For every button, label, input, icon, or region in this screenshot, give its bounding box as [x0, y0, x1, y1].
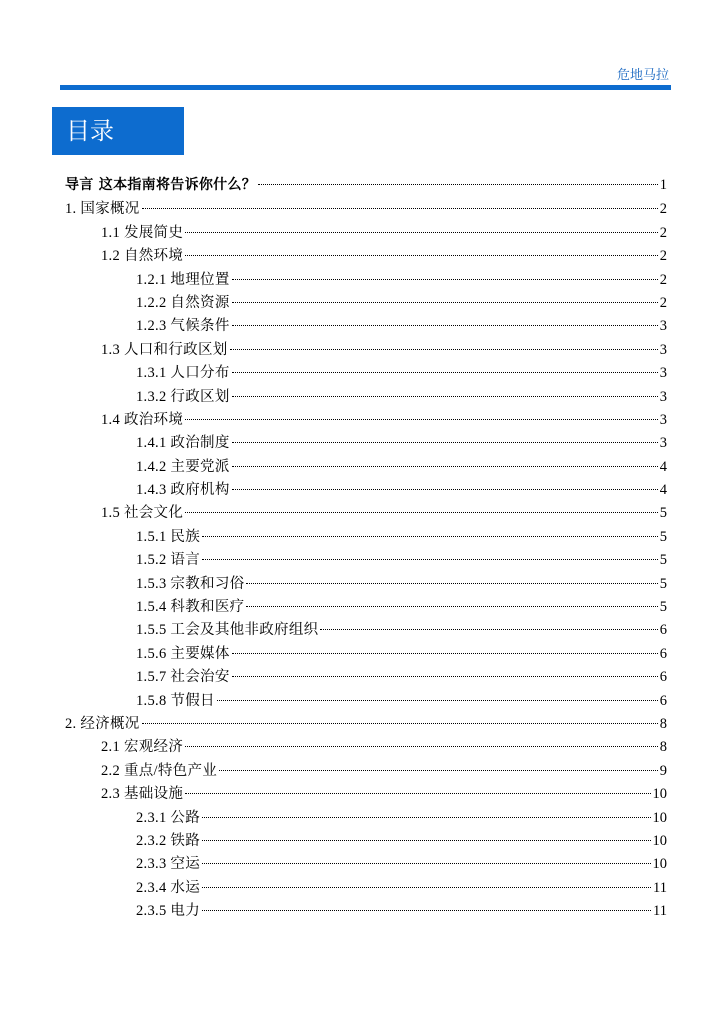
- toc-entry[interactable]: [65, 759, 667, 782]
- toc-entry-label: 1.5.3 宗教和习俗: [136, 575, 245, 592]
- table-of-contents: [65, 174, 667, 923]
- toc-entry-page-number: 3: [659, 435, 667, 452]
- toc-entry-label: 2.3.5 电力: [136, 903, 201, 920]
- toc-entry-label: 2.3.4 水运: [136, 879, 201, 896]
- toc-dot-leader: [202, 558, 658, 560]
- toc-entry-page-number: 5: [659, 599, 667, 616]
- toc-entry-label: 1.5.4 科教和医疗: [136, 599, 245, 616]
- toc-dot-leader: [202, 909, 651, 911]
- toc-entry-label: 1.2.3 气候条件: [136, 318, 230, 335]
- toc-entry[interactable]: [65, 829, 667, 852]
- toc-entry-page-number: 11: [653, 879, 667, 896]
- toc-dot-leader: [246, 582, 657, 584]
- toc-entry[interactable]: [65, 221, 667, 244]
- toc-entry-page-number: 10: [652, 786, 667, 803]
- toc-entry-page-number: 9: [659, 762, 667, 779]
- toc-entry[interactable]: [65, 291, 667, 314]
- toc-entry-page-number: 10: [652, 832, 667, 849]
- toc-entry-label: 2.3.2 铁路: [136, 832, 201, 849]
- toc-dot-leader: [185, 418, 658, 420]
- toc-dot-leader: [232, 465, 658, 467]
- toc-entry[interactable]: [65, 689, 667, 712]
- toc-entry-page-number: 6: [659, 669, 667, 686]
- toc-heading: 目录: [52, 107, 184, 155]
- toc-dot-leader: [185, 231, 658, 233]
- toc-dot-leader: [246, 605, 657, 607]
- toc-entry-label: 1.4 政治环境: [101, 411, 184, 428]
- toc-entry[interactable]: [65, 361, 667, 384]
- toc-entry-page-number: 5: [659, 528, 667, 545]
- header-divider: [60, 85, 671, 90]
- toc-entry[interactable]: [65, 385, 667, 408]
- toc-entry-page-number: 5: [659, 505, 667, 522]
- toc-entry[interactable]: [65, 244, 667, 267]
- toc-entry-label: 导言 这本指南将告诉你什么？: [65, 177, 257, 193]
- toc-dot-leader: [202, 862, 650, 864]
- toc-entry-label: 1.5 社会文化: [101, 505, 184, 522]
- toc-dot-leader: [232, 395, 658, 397]
- toc-entry-page-number: 3: [659, 318, 667, 335]
- toc-dot-leader: [232, 652, 658, 654]
- toc-entry[interactable]: [65, 174, 667, 197]
- toc-entry-label: 1.4.2 主要党派: [136, 458, 230, 475]
- toc-entry-label: 2.3.1 公路: [136, 809, 201, 826]
- toc-dot-leader: [230, 348, 658, 350]
- toc-entry[interactable]: [65, 197, 667, 220]
- toc-entry-label: 2.1 宏观经济: [101, 739, 184, 756]
- toc-entry-page-number: 6: [659, 645, 667, 662]
- toc-entry-label: 2.3 基础设施: [101, 786, 184, 803]
- toc-dot-leader: [142, 722, 658, 724]
- toc-entry-page-number: 3: [659, 341, 667, 358]
- toc-entry-label: 1.3.2 行政区划: [136, 388, 230, 405]
- toc-dot-leader: [185, 511, 658, 513]
- toc-entry-label: 1.3.1 人口分布: [136, 365, 230, 382]
- toc-entry-label: 1.3 人口和行政区划: [101, 341, 228, 358]
- toc-dot-leader: [232, 488, 658, 490]
- toc-entry-page-number: 2: [659, 201, 667, 218]
- toc-entry[interactable]: [65, 642, 667, 665]
- toc-entry[interactable]: [65, 572, 667, 595]
- toc-entry-page-number: 8: [659, 715, 667, 732]
- toc-entry-label: 1.2.1 地理位置: [136, 271, 230, 288]
- toc-entry-page-number: 2: [659, 224, 667, 241]
- toc-dot-leader: [142, 207, 658, 209]
- toc-entry-page-number: 3: [659, 365, 667, 382]
- running-header-title: 危地马拉: [616, 68, 669, 83]
- toc-entry-page-number: 3: [659, 411, 667, 428]
- toc-entry[interactable]: [65, 899, 667, 922]
- toc-entry[interactable]: [65, 314, 667, 337]
- toc-entry-page-number: 2: [659, 248, 667, 265]
- toc-entry-page-number: 1: [659, 177, 667, 193]
- toc-entry-label: 1.2 自然环境: [101, 248, 184, 265]
- toc-entry[interactable]: [65, 735, 667, 758]
- toc-entry-label: 2.2 重点/特色产业: [101, 762, 218, 779]
- toc-entry[interactable]: [65, 525, 667, 548]
- toc-dot-leader: [232, 324, 658, 326]
- toc-entry-page-number: 2: [659, 294, 667, 311]
- toc-dot-leader: [232, 675, 658, 677]
- toc-dot-leader: [320, 628, 657, 630]
- toc-entry-page-number: 4: [659, 482, 667, 499]
- toc-entry-label: 1.2.2 自然资源: [136, 294, 230, 311]
- toc-dot-leader: [185, 254, 658, 256]
- toc-entry-page-number: 10: [652, 856, 667, 873]
- toc-entry-page-number: 5: [659, 575, 667, 592]
- toc-entry[interactable]: [65, 852, 667, 875]
- toc-entry-page-number: 11: [653, 903, 667, 920]
- toc-dot-leader: [217, 699, 658, 701]
- toc-entry[interactable]: [65, 665, 667, 688]
- toc-entry-page-number: 6: [659, 692, 667, 709]
- toc-entry[interactable]: [65, 712, 667, 735]
- toc-dot-leader: [219, 769, 658, 771]
- toc-entry-label: 1.5.5 工会及其他非政府组织: [136, 622, 319, 639]
- toc-entry-label: 1.1 发展简史: [101, 224, 184, 241]
- toc-dot-leader: [202, 886, 651, 888]
- toc-entry-label: 2.3.3 空运: [136, 856, 201, 873]
- toc-entry-label: 1.5.1 民族: [136, 528, 201, 545]
- toc-entry[interactable]: [65, 338, 667, 361]
- toc-dot-leader: [232, 441, 658, 443]
- toc-entry-page-number: 10: [652, 809, 667, 826]
- toc-entry[interactable]: [65, 782, 667, 805]
- toc-entry-label: 1.5.8 节假日: [136, 692, 215, 709]
- toc-entry[interactable]: [65, 806, 667, 829]
- toc-entry-label: 1.5.7 社会治安: [136, 669, 230, 686]
- toc-entry[interactable]: [65, 618, 667, 641]
- toc-dot-leader: [258, 183, 658, 185]
- toc-entry-label: 1. 国家概况: [65, 201, 140, 218]
- toc-entry-page-number: 2: [659, 271, 667, 288]
- toc-entry-page-number: 8: [659, 739, 667, 756]
- toc-entry-label: 1.5.6 主要媒体: [136, 645, 230, 662]
- toc-entry-page-number: 5: [659, 552, 667, 569]
- toc-entry-label: 2. 经济概况: [65, 715, 140, 732]
- toc-dot-leader: [232, 371, 658, 373]
- toc-dot-leader: [185, 745, 658, 747]
- toc-entry-page-number: 4: [659, 458, 667, 475]
- toc-entry-page-number: 3: [659, 388, 667, 405]
- toc-entry[interactable]: [65, 268, 667, 291]
- toc-entry-label: 1.4.3 政府机构: [136, 482, 230, 499]
- toc-dot-leader: [185, 792, 650, 794]
- toc-dot-leader: [202, 839, 650, 841]
- toc-entry-label: 1.4.1 政治制度: [136, 435, 230, 452]
- toc-dot-leader: [202, 535, 658, 537]
- toc-entry[interactable]: [65, 408, 667, 431]
- toc-entry[interactable]: [65, 455, 667, 478]
- toc-entry-label: 1.5.2 语言: [136, 552, 201, 569]
- toc-entry[interactable]: [65, 548, 667, 571]
- toc-dot-leader: [232, 278, 658, 280]
- toc-dot-leader: [232, 301, 658, 303]
- toc-entry[interactable]: [65, 431, 667, 454]
- toc-entry[interactable]: [65, 501, 667, 524]
- toc-entry-page-number: 6: [659, 622, 667, 639]
- toc-dot-leader: [202, 816, 650, 818]
- toc-entry[interactable]: [65, 876, 667, 899]
- toc-entry[interactable]: [65, 478, 667, 501]
- toc-entry[interactable]: [65, 595, 667, 618]
